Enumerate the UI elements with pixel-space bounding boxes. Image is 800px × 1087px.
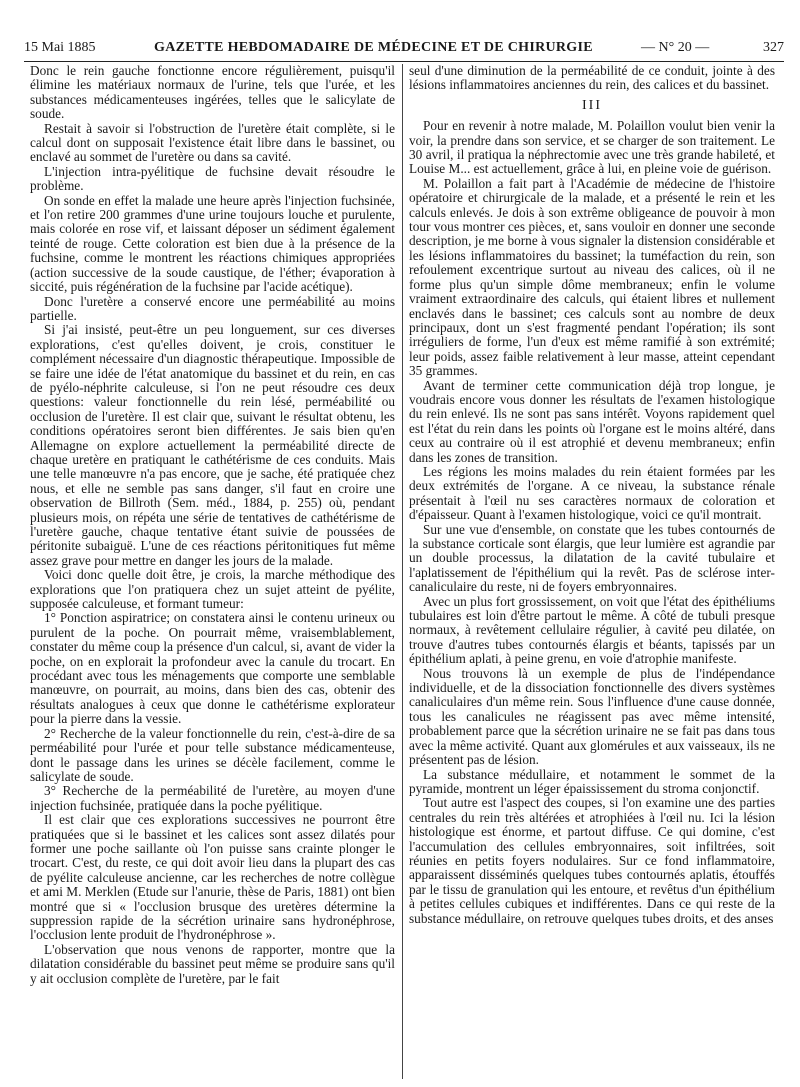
- paragraph: Les régions les moins malades du rein étaient formées par les deux extrémités de l'organe. A ce niveau, la substance rénale présentait à l'œil nu ses caractères normaux de coloration et d'épaisseur. Quant à l'examen histologique, voici ce qu'il montrait.: [409, 463, 775, 523]
- header-rule: [24, 61, 784, 62]
- section-heading: III: [582, 97, 602, 113]
- paragraph: seul d'une diminution de la perméabilité de ce conduit, jointe à des lésions inflammatoires anciennes du rein, des calices et du bassinet.: [409, 64, 775, 93]
- paragraph: Avec un plus fort grossissement, on voit que l'état des épithéliums tubulaires est loin d'être partout le même. A côté de tubuli presque normaux, à revêtement cellulaire régulier, à cavité peu dilatée, on trouve d'autres tubes contournés élargis et béants, tapissés par un épithélium aplati, à peine grenu, en voie d'atrophie manifeste.: [409, 593, 775, 667]
- paragraph: Avant de terminer cette communication déjà trop longue, je voudrais encore vous donner les résultats de l'examen histologique du rein enlevé. Ils ne sont pas sans intérêt. Voyons rapidement quel est l'état du rein dans les points où l'organe est le moins altéré, dans ceux au contraire où il est atrophié et devenu membraneux; enfin dans les zones de transition.: [409, 377, 775, 465]
- paragraph: Donc le rein gauche fonctionne encore régulièrement, puisqu'il élimine les matériaux normaux de l'urine, tels que l'urée, et les substances médicamenteuses ingérées, telles que le salicylate de soude.: [30, 64, 395, 122]
- paragraph: Nous trouvons là un exemple de plus de l'indépendance individuelle, et de la dissociation fonctionnelle des divers systèmes canaliculaires d'un même rein. Sous l'influence d'une cause donnée, tous les canalicules ne réagissent pas avec même intensité, probablement parce que la sécrétion urinaire ne se fait pas dans tous avec la même activité. Quant aux glomérules et aux vaisseaux, ils ne présentent pas de lésion.: [409, 665, 775, 768]
- column-divider: [402, 64, 403, 1079]
- paragraph: Tout autre est l'aspect des coupes, si l'on examine une des parties centrales du rein très altérées et atrophiées à l'œil nu. Ici la lésion histologique est énorme, et partout diffuse. Ce qui domine, c'est l'accumulation des cellules embryonnaires, soit infiltrées, soit réunies en petits foyers nodulaires. Sur ce fond inflammatoire, apparaissent disséminés quelques tubes contournés aplatis, étouffés par le tissu de granulation qui les entoure, et revêtus d'un épithélium à petites cellules cubiques et indifférentes. Dans ce qui reste de la substance médullaire, on retrouve quelques tubes droits, et des anses: [409, 795, 775, 926]
- paragraph: L'observation que nous venons de rapporter, montre que la dilatation considérable du bassinet peut même se produire sans qu'il y ait occlusion complète de l'uretère, par le fait: [30, 941, 395, 986]
- paragraph: 3° Recherche de la perméabilité de l'uretère, au moyen d'une injection fuchsinée, pratiquée dans la poche pyélitique.: [30, 783, 395, 813]
- paragraph: Donc l'uretère a conservé encore une perméabilité au moins partielle.: [30, 293, 395, 323]
- issue-date: 15 Mai 1885: [24, 40, 96, 55]
- issue-number: — N° 20 —: [641, 40, 710, 55]
- paragraph: 1° Ponction aspiratrice; on constatera ainsi le contenu urineux ou purulent de la poche. On pourrait même, vraisemblablement, constater du même coup la présence d'un calcul, si, avant de vider la poche, on en explorait la profondeur avec la canule du trocart. En procédant avec tous les ménagements que comporte une semblable manœuvre, on pourrait, au moins, dans bien des cas, obtenir des résultats analogues à ceux que donne le cathétérisme explorateur pour la pierre dans la vessie.: [30, 610, 395, 727]
- page-header: [24, 40, 784, 62]
- paragraph: 2° Recherche de la valeur fonctionnelle du rein, c'est-à-dire de sa perméabilité pour l'urée et pour telle substance médicamenteuse, dont le passage dans les urines se décèle facilement, comme le salicylate de soude.: [30, 725, 395, 784]
- page-number: 327: [763, 40, 784, 55]
- paragraph: Sur une vue d'ensemble, on constate que les tubes contournés de la substance corticale sont élargis, que leur lumière est agrandie par un double processus, la dilatation de la cavité tubulaire et l'aplatissement de l'épithélium qui la revêt. Pas de sclérose inter-canaliculaire du reste, ni de foyers embryonnaires.: [409, 521, 775, 595]
- paragraph: Si j'ai insisté, peut-être un peu longuement, sur ces diverses explorations, c'est qu'elles doivent, je crois, constituer le complément nécessaire d'un diagnostic thérapeutique. Impossible de se faire une idée de l'état anatomique du bassinet et du rein, en cas de pyélo-néphrite calculeuse, si l'on ne peut résoudre ces deux questions: valeur fonctionnelle du rein lésé, perméabilité ou occlusion de l'uretère. Il est clair que, suivant le résultat obtenu, les conditions opératoires seront bien différentes. Je sais bien qu'en Allemagne on explore actuellement la perméabilité directe de chaque uretère en pratiquant le cathétérisme de ces conduits. Mais une telle manœuvre n'a pas encore, que je sache, été pratiquée chez nous, et elle ne semble pas sans danger, s'il faut en croire une observation de Billroth (Sem. méd., 1884, p. 255) où, pendant plusieurs mois, on répéta une série de tentatives de cathétérisme de l'uretère gauche, chaque tentative étant suivie de poussées de péritonite subaiguë. L'une de ces réactions péritonitiques fut même assez grave pour mettre en danger les jours de la malade.: [30, 322, 395, 568]
- paragraph: Il est clair que ces explorations successives ne pourront être pratiquées que si le bassinet et les calices sont assez dilatés pour former une poche saillante où l'on puisse sans crainte plonger le trocart. C'est, du reste, ce qui doit avoir lieu dans la plupart des cas de pyélite calculeuse ancienne, car les recherches de notre collègue et ami M. Merklen (Etude sur l'anurie, thèse de Paris, 1881) ont bien montré que si « l'occlusion brusque des uretères détermine la suppression rapide de la sécrétion urinaire sans hydronéphrose, l'occlusion lente produit de l'hydronéphrose ».: [30, 812, 395, 943]
- paragraph: L'injection intra-pyélitique de fuchsine devait résoudre le problème.: [30, 163, 395, 194]
- paragraph: Restait à savoir si l'obstruction de l'uretère était complète, si le calcul dont on supposait l'existence était libre dans le bassinet, ou enclavé au sommet de l'uretère ou dans sa cavité.: [30, 120, 395, 165]
- paragraph: Voici donc quelle doit être, je crois, la marche méthodique des explorations que l'on pratiquera chez un sujet atteint de pyélite, supposée calculeuse, et formant tumeur:: [30, 567, 395, 612]
- left-column: [30, 64, 395, 1080]
- right-column: [409, 64, 775, 1080]
- paragraph: On sonde en effet la malade une heure après l'injection fuchsinée, et l'on retire 200 grammes d'une urine toujours louche et purulente, mais colorée en rose vif, et laissant déposer un sédiment également teinté de rouge. Cette coloration est bien due à la présence de la fuchsine, comme le montrent les réactions chimiques appropriées (action successive de la soude caustique, de l'éther; évaporation à siccité, puis régénération de la fuchsine par l'acide acétique).: [30, 192, 395, 295]
- journal-title: GAZETTE HEBDOMADAIRE DE MÉDECINE ET DE CHIRURGIE: [154, 40, 593, 55]
- paragraph: M. Polaillon a fait part à l'Académie de médecine de l'histoire opératoire et chirurgicale de la malade, et a présenté le rein et les calculs enlevés. Je dois à son extrême obligeance de pouvoir à mon tour vous montrer ces pièces, et, sans vouloir en donner une seconde description, je me borne à vous signaler la distension considérable et les lésions inflammatoires du bassinet; la tuméfaction du rein, son refoulement excentrique surtout au niveau des calices, où il ne forme plus qu'un simple dôme membraneux; enfin le volume vraiment extraordinaire des calculs, qui étaient libres et nullement enclavés dans le bassinet; ces calculs sont au nombre de deux principaux, dont un s'est fragmenté pendant l'opération; ils sont irréguliers de forme, l'un d'eux est même ramifié à son extrémité; leur poids, assez faible relativement à leur masse, atteint cependant 35 grammes.: [409, 175, 775, 379]
- paragraph: La substance médullaire, et notamment le sommet de la pyramide, montrent un léger épaississement du stroma conjonctif.: [409, 766, 775, 796]
- paragraph: Pour en revenir à notre malade, M. Polaillon voulut bien venir la voir, la prendre dans son service, et se charger de son traitement. Le 30 avril, il pratiqua la néphrectomie avec une très grande habileté, et Louise M... est actuellement, grâce à lui, en pleine voie de guérison.: [409, 118, 775, 177]
